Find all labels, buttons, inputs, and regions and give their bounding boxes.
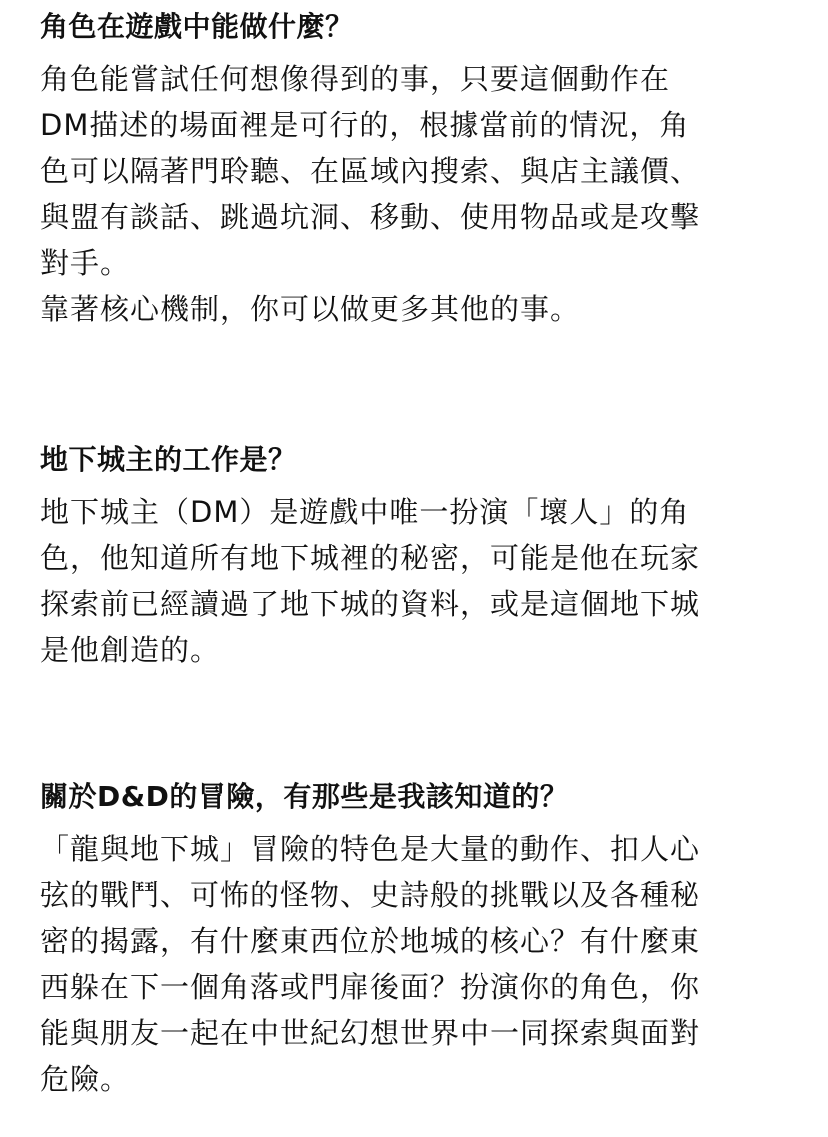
paragraph-line: 對手。	[40, 246, 131, 280]
paragraph-line: 密的揭露，有什麼東西位於地城的核心？有什麼東	[40, 924, 701, 958]
paragraph-line: 色可以隔著門聆聽、在區域內搜索、與店主議價、	[40, 154, 701, 188]
section-heading: 角色在遊戲中能做什麼？	[40, 10, 354, 43]
paragraph-line: DM描述的場面裡是可行的，根據當前的情況，角	[40, 108, 690, 142]
paragraph-line: 危險。	[40, 1062, 131, 1096]
paragraph-line: 色，他知道所有地下城裡的秘密，可能是他在玩家	[40, 541, 701, 575]
section-heading: 地下城主的工作是？	[40, 443, 297, 476]
paragraph-line: 「龍與地下城」冒險的特色是大量的動作、扣人心	[40, 832, 701, 866]
section-paragraph	[40, 56, 790, 332]
paragraph-line: 弦的戰鬥、可怖的怪物、史詩般的挑戰以及各種秘	[40, 878, 701, 912]
paragraph-line: 探索前已經讀過了地下城的資料，或是這個地下城	[40, 587, 701, 621]
section-dungeon-master	[40, 443, 790, 673]
paragraph-line: 靠著核心機制，你可以做更多其他的事。	[40, 292, 581, 326]
paragraph-line: 與盟有談話、跳過坑洞、移動、使用物品或是攻擊	[40, 200, 701, 234]
paragraph-line: 能與朋友一起在中世紀幻想世界中一同探索與面對	[40, 1016, 701, 1050]
section-paragraph	[40, 826, 790, 1102]
section-heading: 關於D&D的冒險，有那些是我該知道的？	[40, 780, 569, 813]
paragraph-line: 是他創造的。	[40, 633, 221, 667]
paragraph-line: 地下城主（DM）是遊戲中唯一扮演「壞人」的角	[40, 495, 690, 529]
paragraph-line: 角色能嘗試任何想像得到的事，只要這個動作在	[40, 62, 671, 96]
paragraph-line: 西躲在下一個角落或門扉後面？扮演你的角色，你	[40, 970, 701, 1004]
section-paragraph	[40, 489, 790, 673]
section-character-actions	[40, 10, 790, 332]
section-adventures	[40, 780, 790, 1102]
